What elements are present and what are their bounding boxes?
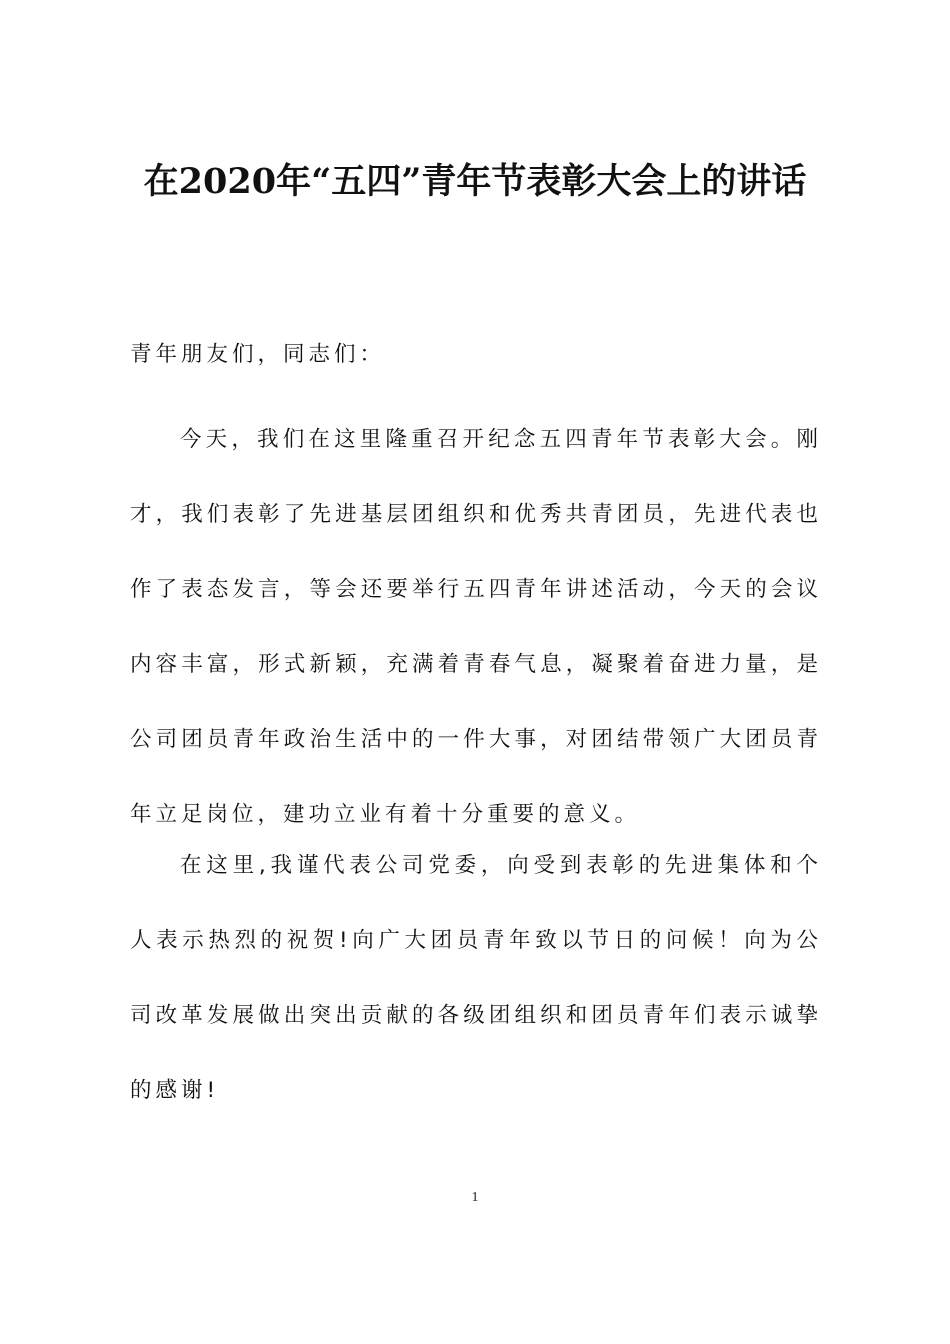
paragraph-2: 在这里,我谨代表公司党委，向受到表彰的先进集体和个人表示热烈的祝贺!向广大团员青年致以节日的问候！向为公司改革发展做出突出贡献的各级团组织和团员青年们表示诚挚的感谢!	[130, 853, 822, 1103]
paragraph-1: 今天，我们在这里隆重召开纪念五四青年节表彰大会。刚才，我们表彰了先进基层团组织和优秀共青团员，先进代表也作了表态发言，等会还要举行五四青年讲述活动，今天的会议内容丰富，形式新颖，充满着青春气息，凝聚着奋进力量，是公司团员青年政治生活中的一件大事，对团结带领广大团员青年立足岗位，建功立业有着十分重要的意义。	[130, 427, 822, 827]
salutation: 青年朋友们，同志们：	[130, 342, 386, 367]
page-number: 1	[471, 1190, 479, 1205]
document-title: 在2020年“五四”青年节表彰大会上的讲话	[143, 161, 807, 202]
